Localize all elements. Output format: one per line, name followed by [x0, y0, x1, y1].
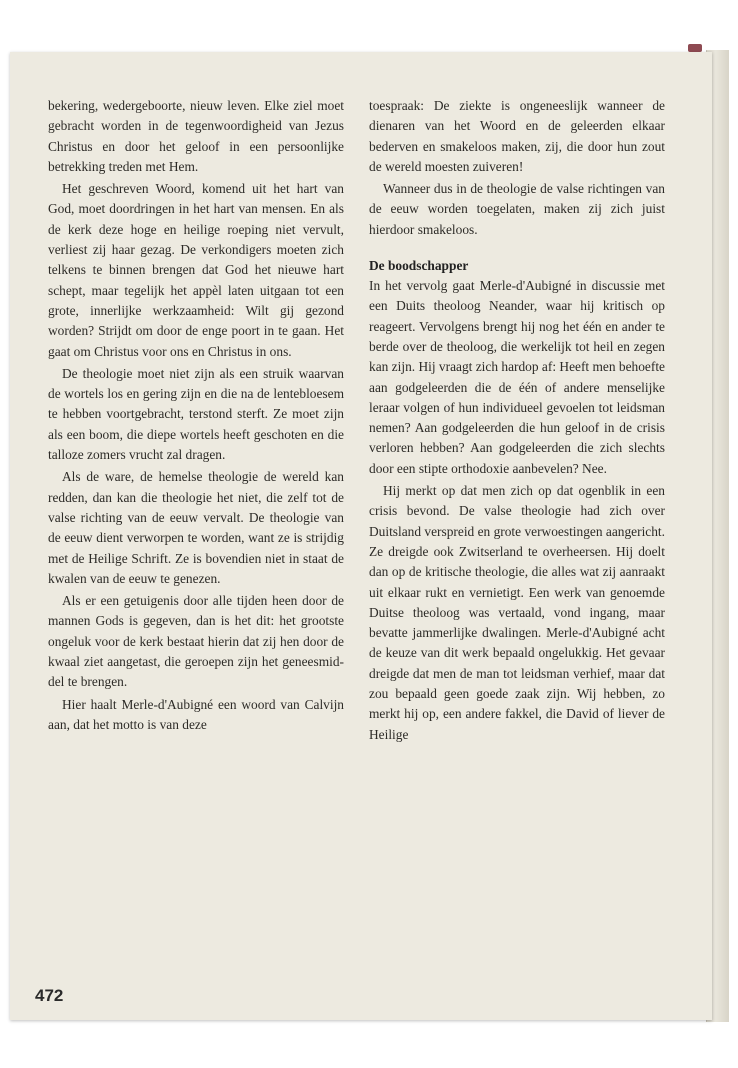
- paragraph: toespraak: De ziekte is ongeneeslijk wanneer de dienaren van het Woord en de geleerden elkaar bederven en smakeloos maken, zij, die door hun zout de wereld moesten zuiveren!: [369, 98, 665, 174]
- paragraph: Hier haalt Merle-d'Aubigné een woord van Calvijn aan, dat het motto is van deze: [48, 696, 344, 732]
- section-heading: De boodschapper: [369, 258, 469, 274]
- bookmark-ribbon: [688, 44, 702, 52]
- left-column: [48, 96, 344, 735]
- paragraph: De theologie moet niet zijn als een struik waarvan de wortels los en gering zijn en die na de lentebloesem te hebben voortgebracht, terstond sterft. Ze moet zijn als een boom, die diepe wortels heeft geschoten en die talloze zomers vrucht zal dragen.: [48, 365, 344, 463]
- paragraph: Als de ware, de hemelse theologie de wereld kan redden, dan kan die theologie het niet, die zelf tot de valse richting van de eeuw vervalt. De theologie van de eeuw dient verworpen te worden, want ze is strijdig met de Heilige Schrift. Ze is bovendien niet in staat de kwalen van de eeuw te genezen.: [48, 469, 344, 586]
- paragraph: Als er een getuigenis door alle tijden heen door de mannen Gods is gegeven, dan is het dit: het grootste ongeluk voor de kerk bestaat hierin dat zij hen door de kwaal ziet aangetast, die geroepen zijn het geneesmiddel te brengen.: [48, 593, 344, 690]
- page-number: 472: [35, 986, 64, 1005]
- paragraph: Wanneer dus in de theologie de valse richtingen van de eeuw worden toegelaten, maken zij zich juist hierdoor smakeloos.: [369, 181, 665, 237]
- paragraph: bekering, wedergeboorte, nieuw leven. Elke ziel moet gebracht worden in de tegenwoordigheid van Jezus Christus en door het geloof in een persoonlijke betrekking treden met Hem.: [48, 98, 344, 174]
- paragraph: Hij merkt op dat men zich op dat ogenblik in een crisis bevond. De valse theologie had zich over Duitsland verspreid en grote verwoestingen aangericht. Ze dreigde ook Zwitserland te overheersen. Hij doelt dan op de kritische theologie, die alles wat zij aanraakt uit elkaar rukt en vernietigt. Een werk van genoemde Duitse theoloog was vertaald, vond ingang, maar bevatte jammerlijke dwalingen. Merle-d'Aubigné acht de keuze van dit werk bepaald ongelukkig. Het gevaar dreigde dat men de man tot leidsman verhief, maar dat zou bepaald geen goede zaak zijn. Wij hebben, zo merkt hij op, een andere fakkel, die David of liever de Heilige: [369, 483, 665, 742]
- paragraph: Het geschreven Woord, komend uit het hart van God, moet doordringen in het hart van mensen. En als de kerk deze hoge en heilige roeping niet vervult, verliest zij haar gezag. De verkondigers moeten zich telkens te binnen brengen dat God het nieuwe hart schept, maar tegelijk het appèl laten uitgaan tot een grote, innerlijke werkzaamheid: Wilt gij gezond worden? Strijdt om door de enge poort in te gaan. Het gaat om Christus voor ons en Christus in ons.: [48, 181, 344, 359]
- paragraph: In het vervolg gaat Merle-d'Aubigné in discussie met een Duits theoloog Neander, waar hij kritisch op reageert. Vervolgens brengt hij nog het één en ander te berde over de theoloog, die werkelijk tot heil en zegen kan zijn. Hij vraagt zich hardop af: Heeft men behoefte aan godgeleerden die de één of andere menselijke leraar volgen of hun individueel gevoelen tot leidsman nemen? Aan godgeleerden die hun geloof in de crisis verloren hebben? Aan godgeleerden die zich slechts door een stipte orthodoxie aanbevelen? Nee.: [369, 278, 665, 476]
- right-column: [369, 96, 665, 745]
